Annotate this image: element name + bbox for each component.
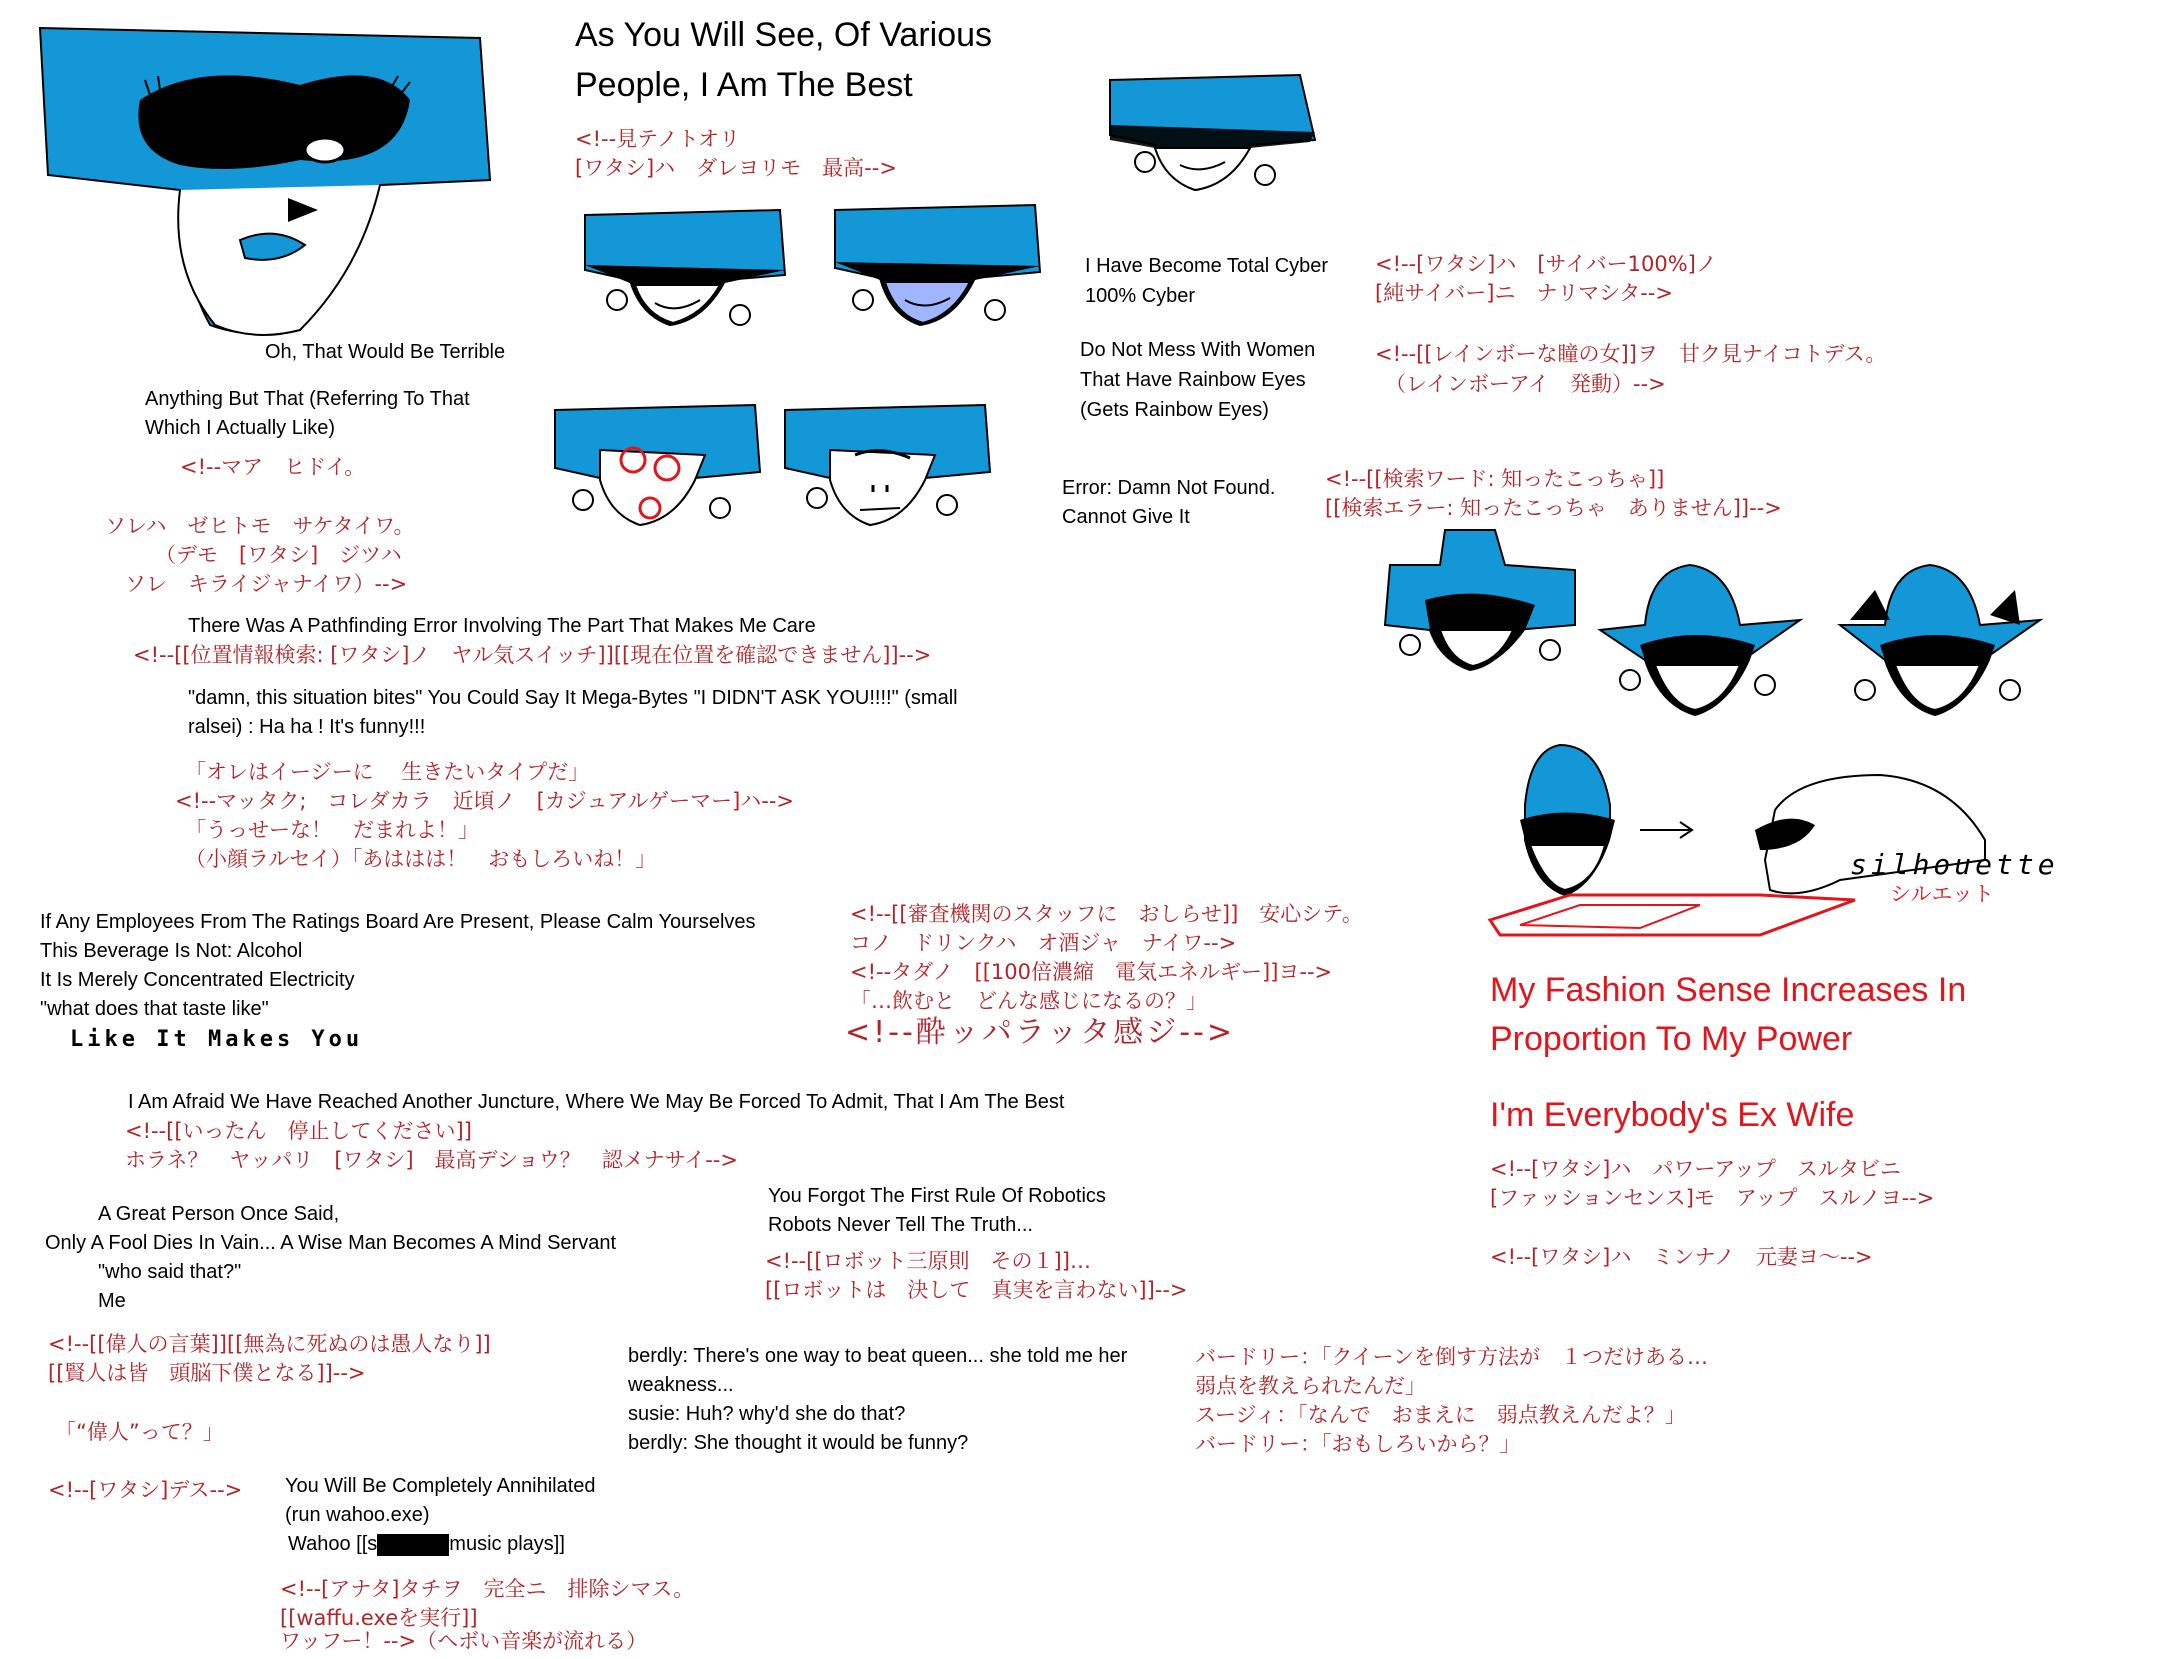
- anything-line-2: Which I Actually Like): [145, 417, 336, 439]
- silhouette-scribble: silhouette: [1850, 848, 2059, 881]
- queen-fashion-2: [1600, 565, 1800, 715]
- berdly-line-1: berdly: There's one way to beat queen... she told me her: [628, 1345, 1128, 1367]
- anything-jp-line-1: <!--マア ヒドイ。: [180, 455, 366, 479]
- queen-head-small-2: [585, 210, 785, 325]
- fashion-line-1: My Fashion Sense Increases In: [1490, 971, 1967, 1009]
- juncture-jp-line-1: <!--[[いったん 停止してください]]: [125, 1119, 472, 1143]
- robotics-jp-line-2: [[ロボットは 決して 真実を言わない]]-->: [765, 1278, 1188, 1302]
- title-line-1: As You Will See, Of Various: [575, 16, 993, 54]
- anything-jp-line-4: ソレ キライジャナイワ）-->: [125, 572, 408, 596]
- queen-head-small-1: [1110, 75, 1315, 190]
- fashion-line-2: Proportion To My Power: [1490, 1020, 1853, 1058]
- cyber-line-1: I Have Become Total Cyber: [1085, 255, 1329, 277]
- error-jp-line-1: <!--[[検索ワード: 知ったこっちゃ]]: [1325, 467, 1665, 491]
- megabytes-jp-line-3: 「うっせーな！ だまれよ！」: [185, 818, 479, 842]
- annihilated-line-3-end: music plays]]: [449, 1533, 565, 1555]
- berdly-jp-line-4: バードリー：「おもしろいから？」: [1195, 1432, 1521, 1456]
- annihilated-line-2: (run wahoo.exe): [285, 1504, 430, 1526]
- employees-jp-line-2: コノ ドリンクハ オ酒ジャ ナイワ-->: [850, 931, 1237, 955]
- title-jp-line-2: [ワタシ]ハ ダレヨリモ 最高-->: [575, 156, 897, 180]
- arrow-icon: [1640, 822, 1692, 838]
- employees-line-1: If Any Employees From The Ratings Board Are Present, Please Calm Yourselves: [40, 911, 756, 933]
- anything-jp-line-3: （デモ [ワタシ] ジツハ: [155, 543, 402, 567]
- employees-jp-line-1: <!--[[審査機関のスタッフに おしらせ]] 安心シテ。: [850, 902, 1363, 926]
- fashion-line-3: I'm Everybody's Ex Wife: [1490, 1096, 1855, 1134]
- robotics-jp-line-1: <!--[[ロボット三原則 その１]]…: [765, 1249, 1091, 1273]
- redaction-bar: [377, 1534, 449, 1556]
- annihilated-line-3: [288, 1530, 565, 1559]
- error-line-2: Cannot Give It: [1062, 506, 1190, 528]
- annihilated-jp-line-3: ワッフー！-->（ヘボい音楽が流れる）: [280, 1629, 648, 1653]
- annihilated-jp-line-2: [[waffu.exeを実行]]: [280, 1606, 478, 1630]
- queen-fashion-1: [1385, 530, 1575, 670]
- berdly-line-2: weakness...: [628, 1374, 734, 1396]
- pathfinding-jp: <!--[[位置情報検索: [ワタシ]ノ ヤル気スイッチ]][[現在位置を確認できません]]-->: [133, 643, 932, 667]
- title-line-2: People, I Am The Best: [575, 66, 913, 104]
- queen-head-cyber: [835, 205, 1040, 325]
- berdly-line-4: berdly: She thought it would be funny?: [628, 1432, 969, 1454]
- annihilated-line-3-start: Wahoo [[s: [288, 1533, 378, 1555]
- anything-line-1: Anything But That (Referring To That: [145, 388, 470, 410]
- error-jp-line-2: [[検索エラー: 知ったこっちゃ ありません]]-->: [1325, 496, 1782, 520]
- title-jp-line-1: <!--見テノトオリ: [575, 127, 741, 151]
- great-person-jp-line-3: 「“偉人”って？」: [55, 1420, 224, 1444]
- cyber-jp-line-1: <!--[ワタシ]ハ [サイバー100%]ノ: [1375, 252, 1717, 276]
- megabytes-jp-line-2: <!--マッタク; コレダカラ 近頃ノ [カジュアルゲーマー]ハ-->: [175, 789, 795, 813]
- employees-jp-line-3: <!--タダノ [[100倍濃縮 電気エネルギー]]ヨ-->: [850, 960, 1333, 984]
- juncture-jp-line-2: ホラネ？ ヤッパリ [ワタシ] 最高デショウ？ 認メナサイ-->: [125, 1148, 738, 1172]
- error-line-1: Error: Damn Not Found.: [1062, 477, 1276, 499]
- berdly-jp-line-3: スージィ：「なんで おまえに 弱点教えんだよ？」: [1195, 1403, 1686, 1427]
- terrible-text: Oh, That Would Be Terrible: [265, 341, 506, 363]
- great-person-jp-line-1: <!--[[偉人の言葉]][[無為に死ぬのは愚人なり]]: [48, 1332, 491, 1356]
- fashion-jp-line-1: <!--[ワタシ]ハ パワーアップ スルタビニ: [1490, 1157, 1901, 1181]
- great-person-line-2: Only A Fool Dies In Vain... A Wise Man Becomes A Mind Servant: [45, 1232, 617, 1254]
- berdly-jp-line-2: 弱点を教えられたんだ」: [1195, 1374, 1426, 1398]
- megabytes-line-1: "damn, this situation bites" You Could Say It Mega-Bytes "I DIDN'T ASK YOU!!!!" (small: [188, 687, 958, 709]
- fashion-jp-line-2: [ファッションセンス]モ アップ スルノヨ-->: [1490, 1186, 1935, 1210]
- juncture-text: I Am Afraid We Have Reached Another Juncture, Where We May Be Forced To Admit, That I Am The Best: [128, 1091, 1065, 1113]
- employees-jp-line-4: 「…飲むと どんな感じになるの？」: [850, 989, 1207, 1013]
- pathfinding-text: There Was A Pathfinding Error Involving The Part That Makes Me Care: [188, 615, 816, 637]
- megabytes-jp-line-4: （小顔ラルセイ）「あははは！ おもしろいね！」: [185, 847, 657, 871]
- queen-big-portrait: [40, 28, 490, 335]
- rainbow-jp-line-1: <!--[[レインボーな瞳の女]]ヲ 甘ク見ナイコトデス。: [1375, 342, 1887, 366]
- great-person-jp-line-4: <!--[ワタシ]デス-->: [48, 1478, 243, 1502]
- rainbow-jp-line-2: （レインボーアイ 発動）-->: [1385, 372, 1666, 396]
- great-person-jp-line-2: [[賢人は皆 頭脳下僕となる]]-->: [48, 1361, 366, 1385]
- great-person-line-3: "who said that?": [98, 1261, 242, 1283]
- megabytes-jp-line-1: 「オレはイージーに 生きたいタイプだ」: [185, 760, 590, 784]
- great-person-line-1: A Great Person Once Said,: [98, 1203, 340, 1225]
- robotics-line-2: Robots Never Tell The Truth...: [768, 1214, 1033, 1236]
- cyber-line-2: 100% Cyber: [1085, 285, 1196, 307]
- berdly-jp-line-1: バードリー：「クイーンを倒す方法が １つだけある…: [1195, 1345, 1709, 1369]
- robotics-line-1: You Forgot The First Rule Of Robotics: [768, 1185, 1106, 1207]
- employees-line-5: Like It Makes You: [70, 1027, 364, 1052]
- queen-head-rainbow-eyes: [555, 405, 760, 525]
- employees-line-2: This Beverage Is Not: Alcohol: [40, 940, 303, 962]
- rainbow-line-2: That Have Rainbow Eyes: [1080, 369, 1306, 391]
- annihilated-jp-line-1: <!--[アナタ]タチヲ 完全ニ 排除シマス。: [280, 1577, 695, 1601]
- rainbow-line-1: Do Not Mess With Women: [1080, 339, 1316, 361]
- annihilated-line-1: You Will Be Completely Annihilated: [285, 1475, 596, 1497]
- anything-jp-line-2: ソレハ ゼヒトモ サケタイワ。: [105, 514, 415, 538]
- great-person-line-4: Me: [98, 1290, 126, 1312]
- queen-head-not-found: [785, 405, 990, 525]
- silhouette-jp: シルエット: [1890, 882, 1995, 906]
- queen-fashion-3: [1840, 565, 2040, 715]
- megabytes-line-2: ralsei) : Ha ha ! It's funny!!!: [188, 716, 426, 738]
- red-scribble: [1490, 895, 1855, 935]
- rainbow-line-3: (Gets Rainbow Eyes): [1080, 399, 1269, 421]
- berdly-line-3: susie: Huh? why'd she do that?: [628, 1403, 906, 1425]
- fashion-jp-line-3: <!--[ワタシ]ハ ミンナノ 元妻ヨ〜-->: [1490, 1245, 1873, 1269]
- employees-line-3: It Is Merely Concentrated Electricity: [40, 969, 355, 991]
- employees-jp-line-5: <!--酔ッパラッタ感ジ-->: [845, 1015, 1236, 1050]
- queen-fashion-4: [1520, 745, 1615, 895]
- employees-line-4: "what does that taste like": [40, 998, 269, 1020]
- cyber-jp-line-2: [純サイバー]ニ ナリマシタ-->: [1375, 281, 1673, 305]
